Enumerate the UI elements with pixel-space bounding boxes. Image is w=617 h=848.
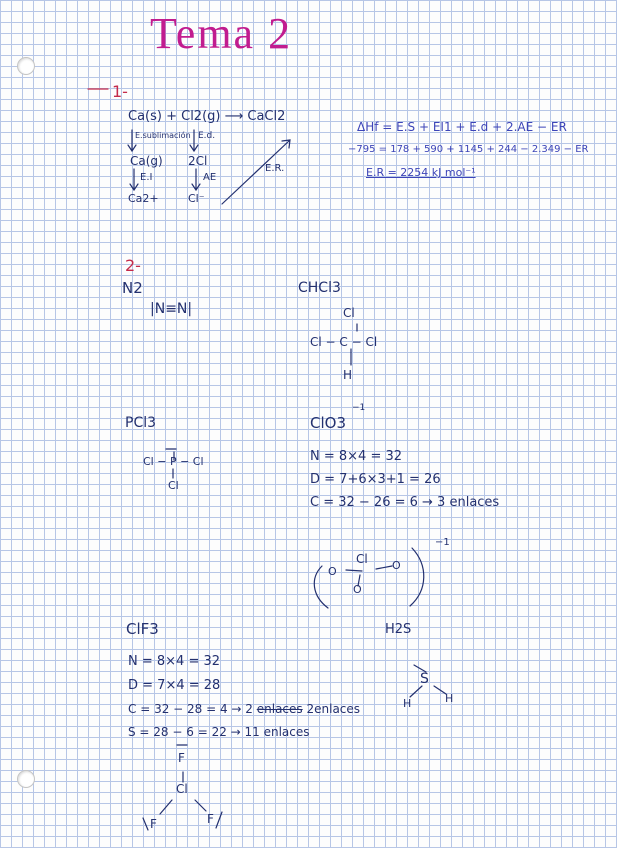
clf3-c (128, 703, 360, 715)
h2s-right-h: H (445, 692, 454, 705)
h2s-left-h: H (403, 697, 412, 710)
cl-ion: Cl⁻ (188, 192, 205, 205)
clo3-d: D = 7+6×3+1 = 26 (310, 472, 441, 487)
clf3-top-f: F (178, 751, 185, 765)
affinity-step: AE (203, 172, 217, 183)
h2s-formula: H2S (385, 622, 412, 637)
clf3-c-suffix: 2enlaces (302, 702, 361, 716)
clf3-formula: ClF3 (126, 620, 159, 638)
clf3-c-prefix: C = 32 − 28 = 4 → 2 (128, 702, 257, 716)
clo3-o-left: O (328, 565, 337, 578)
clf3-left-f: F (150, 817, 157, 831)
binder-hole-bottom (17, 770, 35, 788)
chcl3-bottom-h: H (343, 368, 353, 382)
pcl3-middle: Cl − P − Cl (143, 455, 204, 468)
clf3-s: S = 28 − 6 = 22 → 11 enlaces (128, 725, 310, 739)
chcl3-middle: Cl − C − Cl (310, 335, 378, 349)
ca-gas: Ca(g) (130, 154, 163, 168)
clf3-n: N = 8×4 = 32 (128, 654, 221, 669)
clo3-o-right: O (392, 559, 401, 572)
ionization-step: E.I (140, 172, 153, 183)
n2-formula: N2 (122, 279, 143, 297)
clf3-right-f: F (207, 812, 214, 826)
section-2-label: 2- (125, 256, 141, 275)
clf3-center-cl: Cl (176, 782, 188, 796)
clo3-bracket-charge: −1 (435, 537, 450, 548)
clo3-n: N = 8×4 = 32 (310, 449, 403, 464)
enthalpy-equation: ΔHf = E.S + EI1 + E.d + 2.AE − ER (357, 120, 567, 134)
clf3-c-struck: enlaces (256, 702, 303, 716)
binder-hole-top (17, 57, 35, 75)
lattice-energy-result: E.R = 2254 kJ mol⁻¹ (366, 166, 476, 179)
chcl3-top-cl: Cl (343, 306, 355, 320)
page-title: Tema 2 (150, 9, 293, 58)
sublimation-step: E.sublimación (135, 131, 191, 140)
clf3-d: D = 7×4 = 28 (128, 678, 221, 693)
reaction-equation: Ca(s) + Cl2(g) ⟶ CaCl2 (128, 109, 286, 124)
two-cl: 2Cl (188, 154, 208, 168)
clo3-center-cl: Cl (356, 552, 368, 566)
pcl3-bottom-cl: Cl (168, 479, 179, 492)
chcl3-formula: CHCl3 (298, 280, 341, 296)
lattice-energy-label: E.R. (265, 163, 285, 174)
section-1-label: 1- (112, 82, 128, 101)
clo3-charge: −1 (352, 403, 366, 413)
dissociation-step: E.d. (198, 131, 216, 141)
clo3-o-bottom: O (353, 583, 362, 596)
clo3-formula: ClO3 (310, 414, 346, 432)
pcl3-formula: PCl3 (125, 415, 157, 431)
n2-lewis: |N≡N| (150, 301, 193, 317)
clo3-c: C = 32 − 26 = 6 → 3 enlaces (310, 495, 500, 510)
ca-ion: Ca2+ (128, 192, 159, 205)
enthalpy-values: −795 = 178 + 590 + 1145 + 244 − 2.349 − ER (348, 144, 589, 155)
h2s-center-s: S (420, 671, 429, 687)
